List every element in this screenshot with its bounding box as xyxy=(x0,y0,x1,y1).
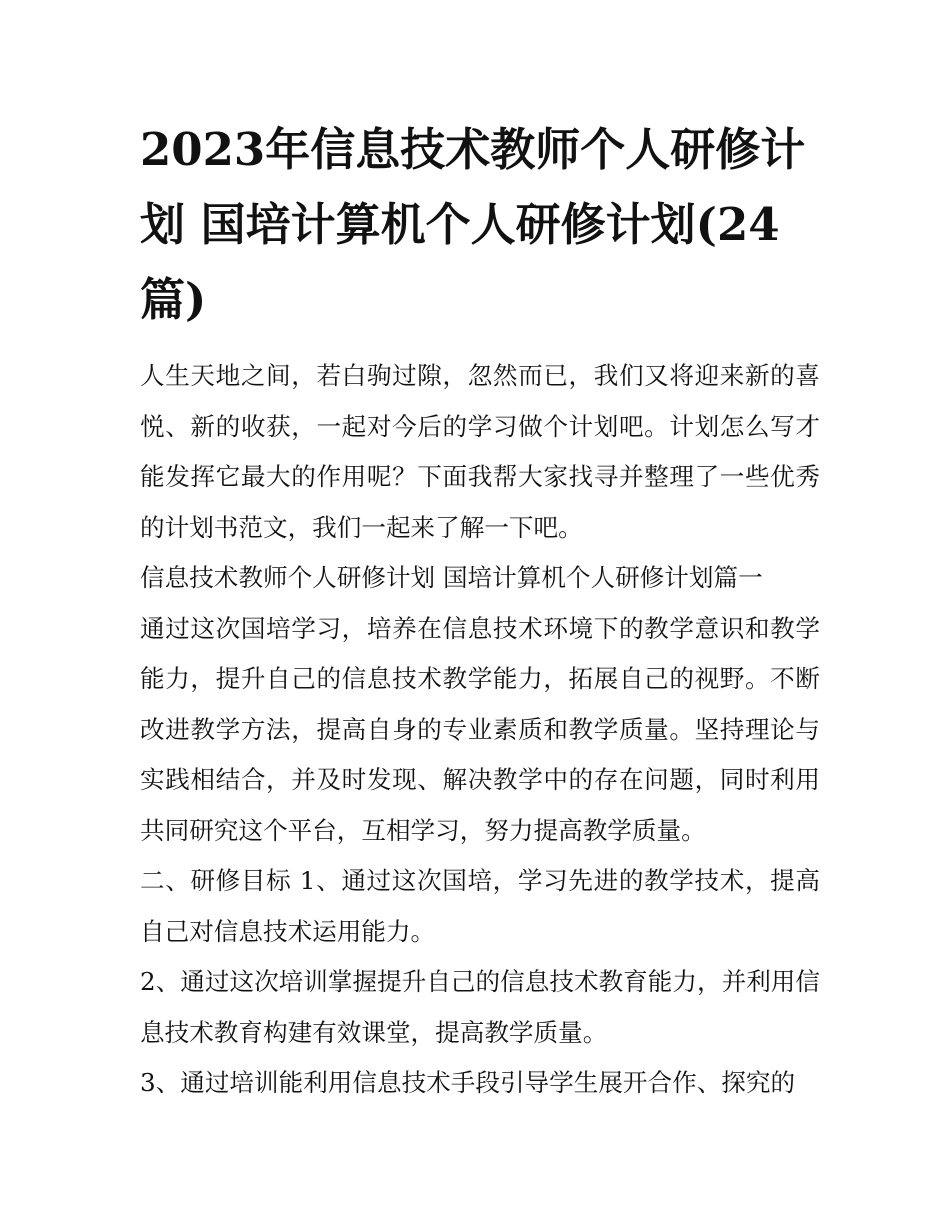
document-page xyxy=(140,112,820,1109)
body-paragraph: 通过这次国培学习，培养在信息技术环境下的教学意识和教学能力，提升自己的信息技术教学能力，拓展自己的视野。不断改进教学方法，提高自身的专业素质和教学质量。坚持理论与实践相结合，并及时发现、解决教学中的存在问题，同时利用共同研究这个平台，互相学习，努力提高教学质量。 xyxy=(140,613,820,845)
section-heading: 信息技术教师个人研修计划 国培计算机个人研修计划篇一 xyxy=(140,563,763,592)
intro-paragraph: 人生天地之间，若白驹过隙，忽然而已，我们又将迎来新的喜悦、新的收获，一起对今后的学习做个计划吧。计划怎么写才能发挥它最大的作用呢？下面我帮大家找寻并整理了一些优秀的计划书范文，我们一起来了解一下吧。 xyxy=(140,361,820,542)
document-title: 2023年信息技术教师个人研修计划 国培计算机个人研修计划(24篇) xyxy=(140,123,806,326)
goal-item: 2、通过这次培训掌握提升自己的信息技术教育能力，并利用信息技术教育构建有效课堂，提高教学质量。 xyxy=(140,967,820,1047)
goal-item: 3、通过培训能利用信息技术手段引导学生展开合作、探究的 xyxy=(140,1068,796,1097)
goals-paragraph: 二、研修目标 1、通过这次国培，学习先进的教学技术，提高自己对信息技术运用能力。 xyxy=(140,866,820,946)
